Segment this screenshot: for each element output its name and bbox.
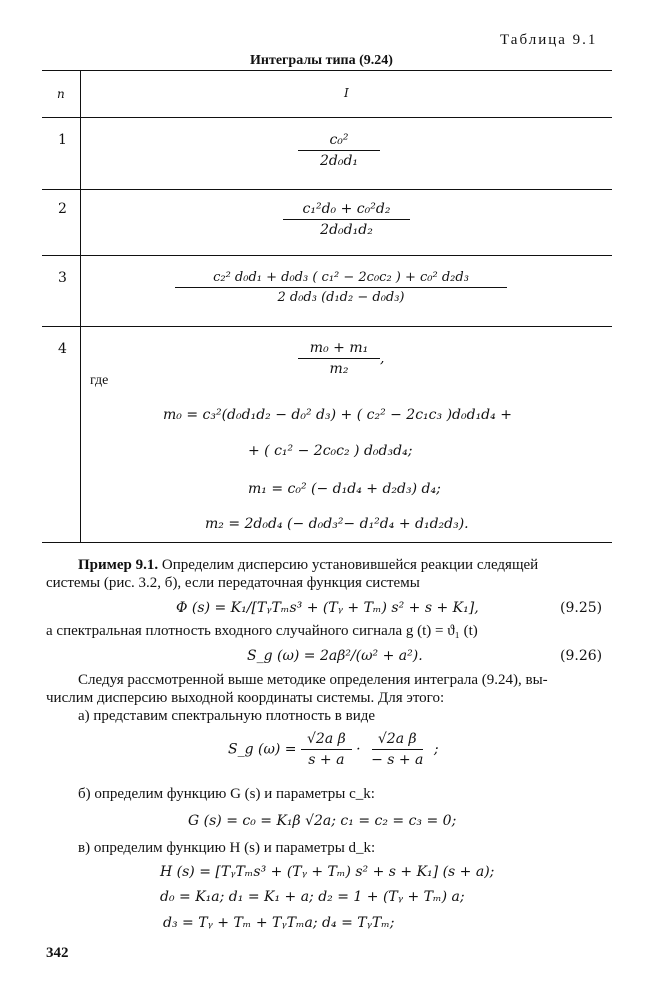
step-c: в) определим функцию H (s) и параметры d_k: (78, 840, 376, 856)
paragraph-line4: Следуя рассмотренной выше методике определения интеграла (9.24), вы- (78, 672, 548, 688)
row4-m1: m₁ = c₀² (− d₁d₄ + d₂d₃) d₄; (248, 481, 441, 497)
page-number: 342 (46, 945, 69, 961)
column-divider (80, 70, 81, 542)
row4-n: 4 (58, 341, 67, 357)
example-paragraph-line2: системы (рис. 3.2, б), если передаточная функция системы (46, 575, 420, 591)
row3-n: 3 (58, 270, 67, 286)
row4-where: где (90, 373, 109, 388)
equation-H: H (s) = [TᵧTₘs³ + (Tᵧ + Tₘ) s² + s + K₁] (s + a); (160, 864, 495, 880)
row3-formula: $\frac{\text{c₂² d₀d₁ + d₀d₃ ( c₁² − 2c₀c₂ ) + c₀² d₂d₃}}{\text{2 d₀d₃ (d₁d₂ − d₀d₃)}}$ (175, 270, 507, 305)
paragraph-line5: числим дисперсию выходной координаты системы. Для этого: (46, 690, 445, 706)
table-title: Интегралы типа (9.24) (250, 53, 393, 68)
equation-9-25: Φ (s) = K₁/[TᵧTₘs³ + (Tᵧ + Tₘ) s² + s + K₁], (176, 600, 479, 616)
table-bottom-rule (42, 542, 612, 543)
row4-m2: m₂ = 2d₀d₄ (− d₀d₃²− d₁²d₄ + d₁d₂d₃). (205, 516, 469, 532)
equation-d3-d4: d₃ = Tᵧ + Tₘ + TᵧTₘa; d₄ = TᵧTₘ; (163, 915, 395, 931)
table-top-rule (42, 70, 612, 71)
equation-9-26-number: (9.26) (560, 648, 603, 664)
equation-9-26: S_g (ω) = 2aβ²/(ω² + a²). (247, 648, 423, 664)
row4-m0-line1: m₀ = c₃²(d₀d₁d₂ − d₀² d₃) + ( c₂² − 2c₁c₃ )d₀d₁d₄ + (163, 407, 512, 423)
row4-formula: $\frac{\text{m₀ + m₁}}{\text{m₂}}$ , (298, 340, 384, 377)
row1-n: 1 (58, 132, 67, 148)
example-label: Пример 9.1. (78, 557, 159, 573)
table-label: Таблица 9.1 (500, 32, 598, 48)
equation-G: G (s) = c₀ = K₁β √2a; c₁ = c₂ = c₃ = 0; (188, 813, 457, 829)
row1-formula: $\frac{\text{c₀²}}{\text{2d₀d₁}}$ (298, 132, 380, 169)
row2-n: 2 (58, 201, 67, 217)
paragraph-line3: а спектральная плотность входного случайного сигнала g (t) = ϑ₁ (t) (46, 623, 478, 639)
row2-rule (42, 255, 612, 256)
spectral-density-factored: S_g (ω) = $\frac{\text{√2a β}}{s + a}$ · $\frac{\text{√2a β}}{- s + a}$ ; (228, 731, 439, 768)
column-header-I: I (344, 86, 349, 100)
row2-formula: $\frac{\text{c₁²d₀ + c₀²d₂}}{\text{2d₀d₁d₂}}$ (283, 201, 410, 238)
row4-m0-line2: + ( c₁² − 2c₀c₂ ) d₀d₃d₄; (248, 443, 413, 459)
equation-9-25-number: (9.25) (560, 600, 603, 616)
column-header-n: n (57, 87, 65, 101)
step-b: б) определим функцию G (s) и параметры c_k: (78, 786, 375, 802)
row3-rule (42, 326, 612, 327)
header-rule (42, 117, 612, 118)
row1-rule (42, 189, 612, 190)
equation-d0-d2: d₀ = K₁a; d₁ = K₁ + a; d₂ = 1 + (Tᵧ + Tₘ) a; (160, 889, 465, 905)
example-paragraph-line1: Пример 9.1. Определим дисперсию установившейся реакции следящей (78, 557, 539, 573)
step-a: а) представим спектральную плотность в виде (78, 708, 376, 724)
